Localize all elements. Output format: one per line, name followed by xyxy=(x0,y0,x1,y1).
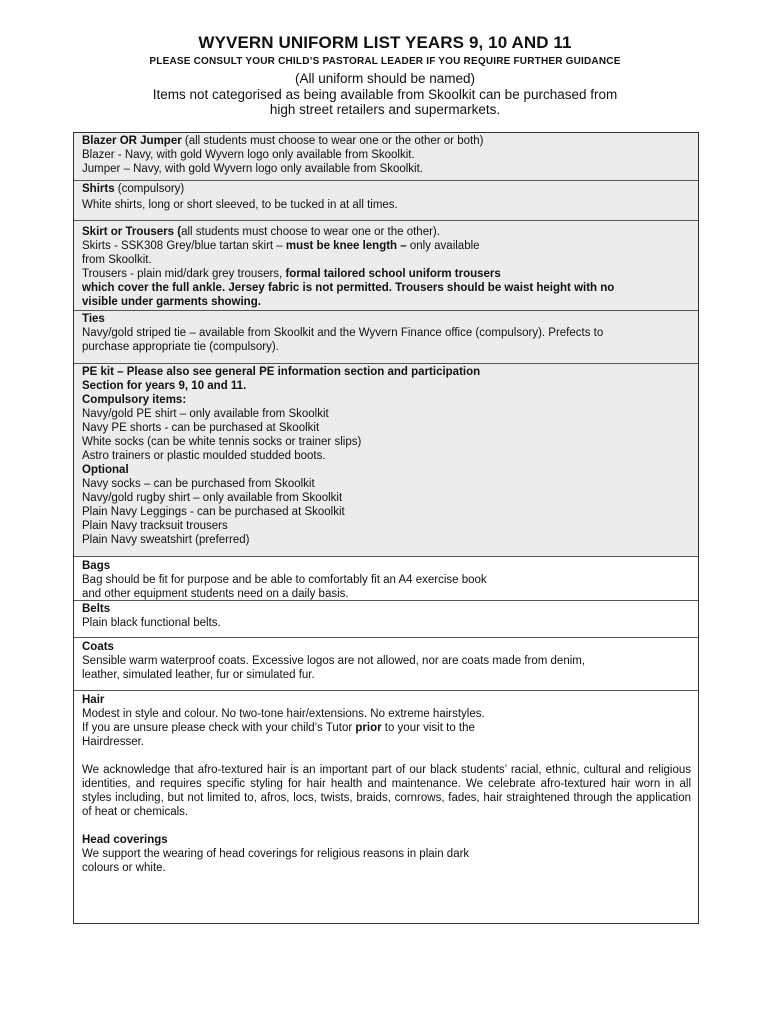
section-line: Navy/gold striped tie – available from Skoolkit and the Wyvern Finance office (compulsory). Prefects to xyxy=(82,327,604,339)
emphasis-line: which cover the full ankle. Jersey fabric is not permitted. Trousers should be waist height with no xyxy=(82,282,615,294)
section-line: from Skoolkit. xyxy=(82,254,152,266)
uniform-table xyxy=(73,132,699,924)
emphasis-text: prior xyxy=(355,722,382,734)
section-text: Skirts - SSK308 Grey/blue tartan skirt – xyxy=(82,240,286,252)
list-item: Navy PE shorts - can be purchased at Skoolkit xyxy=(82,422,320,434)
section-note: (compulsory) xyxy=(114,183,185,195)
compulsory-heading: Compulsory items: xyxy=(82,394,187,406)
section-heading: Section for years 9, 10 and 11. xyxy=(82,380,247,392)
page-title: WYVERN UNIFORM LIST YEARS 9, 10 AND 11 xyxy=(198,33,572,52)
section-heading: Shirts xyxy=(82,183,115,195)
section-line: Blazer - Navy, with gold Wyvern logo only available from Skoolkit. xyxy=(82,149,415,161)
afro-hair-paragraph: We acknowledge that afro-textured hair is an important part of our black students’ racial, ethnic, cultural and religious identities, and requires specific styling for hair health and maintenance. We celebrate afro-textured hair worn in all styles including, but not limited to, afros, locs, twists, braids, cornrows, fades, hair straightened through the application of heat or chemicals. xyxy=(82,764,691,818)
blazer-section xyxy=(74,133,698,181)
section-line: Hairdresser. xyxy=(82,736,144,748)
section-line: Jumper – Navy, with gold Wyvern logo only available from Skoolkit. xyxy=(82,163,423,175)
named-note: (All uniform should be named) xyxy=(294,71,476,86)
emphasis-text: formal tailored school uniform trousers xyxy=(285,268,501,280)
section-heading: Coats xyxy=(82,641,114,653)
list-item: Plain Navy tracksuit trousers xyxy=(82,520,228,532)
guidance-subtitle: PLEASE CONSULT YOUR CHILD’S PASTORAL LEADER IF YOU REQUIRE FURTHER GUIDANCE xyxy=(149,56,621,67)
list-item: Plain Navy Leggings - can be purchased at Skoolkit xyxy=(82,506,345,518)
section-heading: Bags xyxy=(82,560,111,572)
list-item: Navy socks – can be purchased from Skoolkit xyxy=(82,478,315,490)
intro-line: Items not categorised as being available from Skoolkit can be purchased from xyxy=(152,87,618,102)
section-heading: Skirt or Trousers ( xyxy=(82,226,182,238)
section-text: If you are unsure please check with your child’s Tutor xyxy=(82,722,356,734)
section-line: purchase appropriate tie (compulsory). xyxy=(82,341,279,353)
intro-text xyxy=(0,87,770,117)
section-line: Sensible warm waterproof coats. Excessive logos are not allowed, nor are coats made from denim, xyxy=(82,655,586,667)
section-heading: Belts xyxy=(82,603,111,615)
emphasis-line: visible under garments showing. xyxy=(82,296,261,308)
section-line: and other equipment students need on a daily basis. xyxy=(82,588,349,600)
head-coverings-heading: Head coverings xyxy=(82,834,168,846)
section-heading: Blazer OR Jumper xyxy=(82,135,182,147)
shirts-section xyxy=(74,181,698,221)
section-line: leather, simulated leather, fur or simulated fur. xyxy=(82,669,315,681)
list-item: Astro trainers or plastic moulded studded boots. xyxy=(82,450,326,462)
ties-section xyxy=(74,311,698,364)
list-item: White socks (can be white tennis socks or trainer slips) xyxy=(82,436,362,448)
hair-section xyxy=(74,691,698,923)
intro-line: high street retailers and supermarkets. xyxy=(269,102,501,117)
bags-section xyxy=(74,557,698,601)
section-heading: PE kit – Please also see general PE information section and participation xyxy=(82,366,481,378)
belts-section xyxy=(74,601,698,638)
list-item: Navy/gold rugby shirt – only available from Skoolkit xyxy=(82,492,343,504)
list-item: Plain Navy sweatshirt (preferred) xyxy=(82,534,250,546)
section-text: to your visit to the xyxy=(381,722,475,734)
section-text: only available xyxy=(406,240,480,252)
list-item: Navy/gold PE shirt – only available from Skoolkit xyxy=(82,408,329,420)
coats-section xyxy=(74,638,698,691)
section-note: all students must choose to wear one or the other). xyxy=(181,226,440,238)
optional-heading: Optional xyxy=(82,464,129,476)
pe-kit-section xyxy=(74,364,698,557)
section-line: colours or white. xyxy=(82,862,166,874)
section-line: White shirts, long or short sleeved, to be tucked in at all times. xyxy=(82,199,398,211)
section-heading: Hair xyxy=(82,694,105,706)
section-line: We support the wearing of head coverings for religious reasons in plain dark xyxy=(82,848,470,860)
skirt-trousers-section xyxy=(74,221,698,311)
emphasis-text: must be knee length – xyxy=(285,240,407,252)
section-text: Trousers - plain mid/dark grey trousers, xyxy=(82,268,286,280)
section-line: Modest in style and colour. No two-tone hair/extensions. No extreme hairstyles. xyxy=(82,708,485,720)
section-note: (all students must choose to wear one or the other or both) xyxy=(181,135,484,147)
section-line: Bag should be fit for purpose and be able to comfortably fit an A4 exercise book xyxy=(82,574,487,586)
section-line: Plain black functional belts. xyxy=(82,617,221,629)
section-heading: Ties xyxy=(82,313,105,325)
